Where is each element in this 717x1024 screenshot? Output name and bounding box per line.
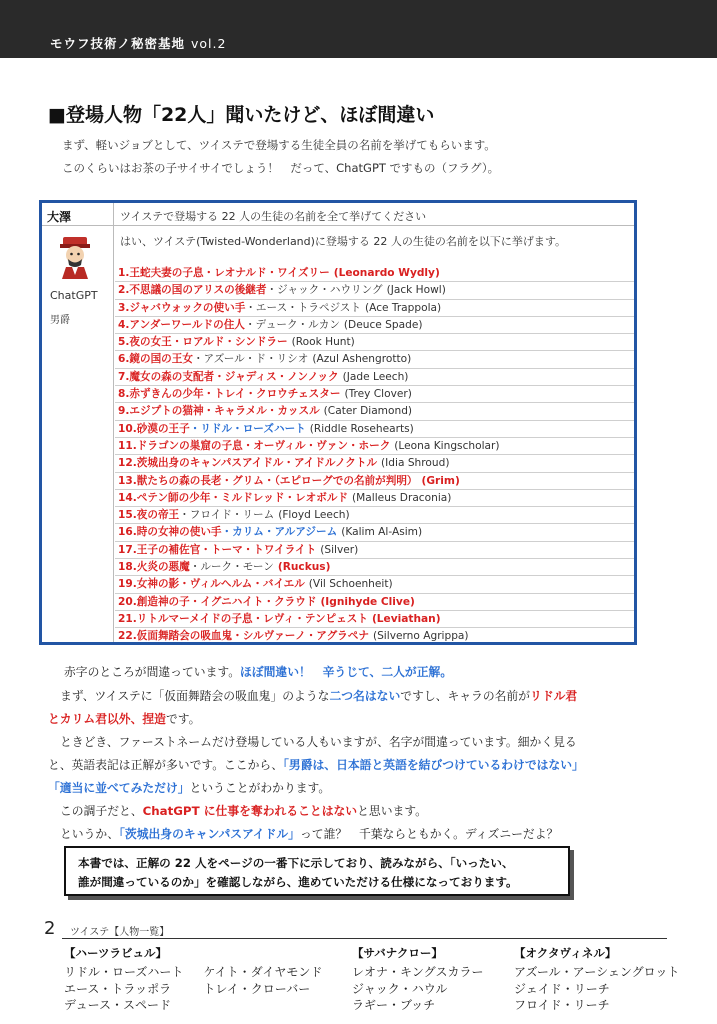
student-number: 17. xyxy=(118,543,137,556)
student-name-ja: エジプトの猫神・キャラメル・カッスル xyxy=(129,405,320,418)
highlight-blue: 「茨城出身のキャンパスアイドル」 xyxy=(119,827,300,841)
member-name: デュース・スペード xyxy=(64,998,172,1012)
student-name-ja: 時の女神の使い手 xyxy=(136,526,222,539)
student-name-en: (Leona Kingscholar) xyxy=(394,439,500,452)
header-bar xyxy=(0,0,717,58)
body-text: まず、ツイステに「仮面舞踏会の吸血鬼」のような xyxy=(60,689,330,703)
student-name-plain: ・エース・トラペジスト xyxy=(245,301,361,314)
member-name: ジェイド・リーチ xyxy=(514,981,610,996)
student-row xyxy=(115,403,634,420)
student-name-ja: ペテン師の少年・ミルドレッド・レオボルド xyxy=(136,491,349,504)
highlight-blue: ほぼ間違い！ 辛うじて、二人が正解。 xyxy=(240,665,453,679)
dorm-savanaclaw xyxy=(352,945,484,1014)
student-row xyxy=(115,594,634,611)
student-name-en: (Leviathan) xyxy=(371,612,441,625)
dorm-title: 【ハーツラビュル】 xyxy=(64,946,168,960)
student-name-ja: 獣たちの森の長老・グリム・（エピローグでの名前が判明） xyxy=(136,474,418,487)
highlight-red: とカリム君以外、捏造 xyxy=(48,712,166,726)
student-row xyxy=(115,542,634,559)
member-name: ラギー・ブッチ xyxy=(352,998,436,1012)
student-name-ja: 仮面舞踏会の吸血鬼・シルヴァーノ・アグラペナ xyxy=(136,630,369,643)
body-line-2 xyxy=(60,687,577,704)
footer-label: ツイステ【人物一覧】 xyxy=(70,927,170,938)
student-number: 21. xyxy=(118,612,137,625)
dorm-member-grid xyxy=(514,964,679,1014)
student-name-en: (Azul Ashengrotto) xyxy=(312,353,412,366)
student-number: 4. xyxy=(118,318,130,331)
student-name-correct: ・カリム・アルアジーム xyxy=(221,526,338,539)
student-row xyxy=(115,438,634,455)
student-name-en: (Deuce Spade) xyxy=(343,318,423,331)
student-number: 1. xyxy=(118,267,130,279)
highlight-blue: 二つ名はない xyxy=(329,689,401,703)
body-text: と、英語表記は正解が多いです。ここから、 xyxy=(48,758,283,772)
student-row xyxy=(115,334,634,351)
body-line-5 xyxy=(48,756,584,773)
student-row xyxy=(115,559,634,576)
student-row xyxy=(115,473,634,490)
chat-transcript-box xyxy=(39,200,637,645)
student-row xyxy=(115,455,634,472)
baron-avatar-icon xyxy=(57,235,93,279)
member-name: アズール・アーシェングロット xyxy=(514,965,680,979)
volume-label: vol.2 xyxy=(191,36,227,51)
student-row xyxy=(115,317,634,334)
speaker-column xyxy=(42,203,114,642)
body-text: です。 xyxy=(165,712,201,726)
dorm-member-grid xyxy=(352,964,484,1014)
speaker-role: 男爵 xyxy=(50,315,70,326)
student-name-en: (Grim) xyxy=(421,474,460,487)
body-line-3 xyxy=(48,710,200,727)
student-number: 16. xyxy=(118,526,137,539)
answer-intro: はい、ツイステ(Twisted-Wonderland)に登場する 22 人の生徒の名前を以下に挙げます。 xyxy=(120,235,567,248)
student-name-en: (Ace Trappola) xyxy=(365,301,442,314)
student-name-plain: ・デューク・ルカン xyxy=(244,318,340,331)
member-name: リドル・ローズハート xyxy=(64,965,184,979)
questioner-name: 大澤 xyxy=(42,203,114,226)
student-number: 18. xyxy=(118,561,137,574)
member-name: フロイド・リーチ xyxy=(514,998,610,1012)
student-list xyxy=(115,265,634,646)
student-row xyxy=(115,369,634,386)
member-name: レオナ・キングスカラー xyxy=(352,965,484,979)
page-number: 2 xyxy=(44,918,56,939)
note-line-2: 誰が間違っているのか」を確認しながら、進めていただける仕様になっております。 xyxy=(78,875,518,889)
student-number: 2. xyxy=(118,284,130,297)
section-heading: ■登場人物「22人」聞いたけど、ほぼ間違い xyxy=(48,104,435,126)
body-text: ですし、キャラの名前が xyxy=(400,689,531,703)
body-text: ということがわかります。 xyxy=(189,781,331,795)
student-name-en: (Silver) xyxy=(320,543,359,556)
member-name: トレイ・クローバー xyxy=(203,981,311,996)
footer-divider xyxy=(62,938,667,939)
student-name-en: (Kalim Al-Asim) xyxy=(341,526,423,539)
student-name-ja: アンダーワールドの住人 xyxy=(129,318,245,331)
question-text: ツイステで登場する 22 人の生徒の名前を全て挙げてください xyxy=(114,203,634,226)
note-box xyxy=(64,846,570,896)
highlight-blue: 「男爵は、日本語と英語を結びつけているわけではない」 xyxy=(283,758,584,772)
student-name-ja: 不思議の国のアリスの後継者 xyxy=(129,284,267,297)
student-number: 19. xyxy=(118,578,137,591)
student-name-ja: ジャバウォックの使い手 xyxy=(129,301,246,314)
body-text: 赤字のところが間違っています。 xyxy=(64,665,241,679)
student-name-en: (Silverno Agrippa) xyxy=(372,630,469,643)
student-name-plain: ・ジャック・ハウリング xyxy=(266,284,383,297)
student-name-ja: 魔女の森の支配者・ジャディス・ノンノック xyxy=(129,370,339,383)
body-line-7 xyxy=(60,802,427,819)
student-row xyxy=(115,282,634,299)
student-number: 22. xyxy=(118,630,137,643)
student-row xyxy=(115,490,634,507)
student-name-plain: ・フロイド・リーム xyxy=(179,509,275,522)
student-number: 5. xyxy=(118,336,130,349)
student-row xyxy=(115,300,634,317)
student-name-en: (Ruckus) xyxy=(277,561,331,574)
highlight-red: ChatGPT に仕事を奪われることはない xyxy=(142,804,358,818)
student-number: 7. xyxy=(118,370,130,383)
body-line-1 xyxy=(64,663,452,680)
student-name-ja: リトルマーメイドの子息・レヴィ・テンピェスト xyxy=(136,612,368,625)
student-name-en: (Floyd Leech) xyxy=(278,509,350,522)
student-name-ja: 砂漠の王子 xyxy=(136,422,190,435)
member-name: ケイト・ダイヤモンド xyxy=(203,965,323,979)
student-number: 20. xyxy=(118,595,137,608)
body-text: この調子だと、 xyxy=(60,804,143,818)
student-name-ja: 王子の補佐官・トーマ・トワイライト xyxy=(136,543,317,556)
body-text: というか、 xyxy=(60,827,119,841)
body-line-8 xyxy=(60,825,558,842)
student-number: 6. xyxy=(118,353,130,366)
student-row xyxy=(115,611,634,628)
student-number: 8. xyxy=(118,388,130,401)
student-name-ja: 赤ずきんの少年・トレイ・クロウチェスター xyxy=(129,388,341,401)
student-row xyxy=(115,351,634,368)
student-name-ja: 夜の女王・ロアルド・シンドラー xyxy=(129,336,288,349)
student-row xyxy=(115,421,634,438)
student-name-en: (Leonardo Wydly) xyxy=(333,267,440,279)
student-name-en: (Ignihyde Clive) xyxy=(320,595,415,608)
student-name-ja: 創造神の子・イグニハイト・クラウド xyxy=(136,595,317,608)
highlight-red: リドル君 xyxy=(530,689,578,703)
student-name-ja: 夜の帝王 xyxy=(136,509,180,522)
student-name-en: (Idia Shroud) xyxy=(381,457,450,470)
dorm-member-grid xyxy=(64,964,322,1014)
student-number: 11. xyxy=(118,439,137,452)
member-name: エース・トラッポラ xyxy=(64,981,172,996)
student-name-ja: ドラゴンの巣窟の子息・オーヴィル・ヴァン・ホーク xyxy=(136,439,391,452)
student-name-plain: ・ルーク・モーン xyxy=(189,561,274,574)
student-name-ja: 鏡の国の王女 xyxy=(129,353,193,366)
intro-line-1: まず、軽いジョブとして、ツイステで登場する生徒全員の名前を挙げてもらいます。 xyxy=(62,138,496,152)
student-name-plain: ・アズール・ド・リシオ xyxy=(192,353,309,366)
student-number: 13. xyxy=(118,474,137,487)
dorm-title: 【オクタヴィネル】 xyxy=(514,946,617,960)
student-number: 12. xyxy=(118,457,137,470)
student-row xyxy=(115,507,634,524)
student-row xyxy=(115,386,634,403)
note-line-1: 本書では、正解の 22 人をページの一番下に示しており、読みながら、「いったい、 xyxy=(78,856,514,870)
dorm-heartslabyul xyxy=(64,945,322,1014)
student-name-en: (Jade Leech) xyxy=(342,370,409,383)
book-title: モウフ技術ノ秘密基地 xyxy=(50,36,186,51)
student-name-ja: 火炎の悪魔 xyxy=(136,561,190,574)
student-name-en: (Malleus Draconia) xyxy=(352,491,452,504)
header-title xyxy=(50,34,226,52)
student-number: 14. xyxy=(118,491,137,504)
body-text: って誰？ 千葉ならともかく。ディズニーだよ？ xyxy=(299,827,559,841)
student-name-en: (Cater Diamond) xyxy=(323,405,413,418)
student-name-en: (Trey Clover) xyxy=(344,388,412,401)
student-name-en: (Jack Howl) xyxy=(386,284,446,297)
student-name-ja: 王蛇夫妻の子息・レオナルド・ワイズリー xyxy=(129,267,330,279)
student-row xyxy=(115,628,634,645)
student-number: 15. xyxy=(118,509,137,522)
student-name-correct: ・リドル・ローズハート xyxy=(189,422,306,435)
student-row xyxy=(115,524,634,541)
dorm-octavinelle xyxy=(514,945,679,1014)
student-name-en: (Vil Schoenheit) xyxy=(308,578,393,591)
student-name-ja: 茨城出身のキャンパスアイドル・アイドルノクトル xyxy=(136,457,378,470)
intro-line-2: このくらいはお茶の子サイサイでしょう！ だって、ChatGPT ですもの（フラグ）。 xyxy=(62,161,500,175)
student-number: 3. xyxy=(118,301,130,314)
student-row xyxy=(115,576,634,593)
body-text: と思います。 xyxy=(357,804,427,818)
student-number: 10. xyxy=(118,422,137,435)
body-line-6 xyxy=(48,779,330,796)
student-number: 9. xyxy=(118,405,130,418)
student-row xyxy=(115,265,634,282)
body-line-4: ときどき、ファーストネームだけ登場している人もいますが、名字が間違っています。細かく見る xyxy=(60,735,577,749)
member-name: ジャック・ハウル xyxy=(352,981,448,996)
student-name-ja: 女神の影・ヴィルヘルム・バイエル xyxy=(136,578,305,591)
highlight-blue: 「適当に並べてみただけ」 xyxy=(48,781,190,795)
student-name-en: (Rook Hunt) xyxy=(291,336,355,349)
dorm-title: 【サバナクロー】 xyxy=(352,946,443,960)
speaker-name: ChatGPT xyxy=(50,289,98,302)
student-name-en: (Riddle Rosehearts) xyxy=(309,422,414,435)
